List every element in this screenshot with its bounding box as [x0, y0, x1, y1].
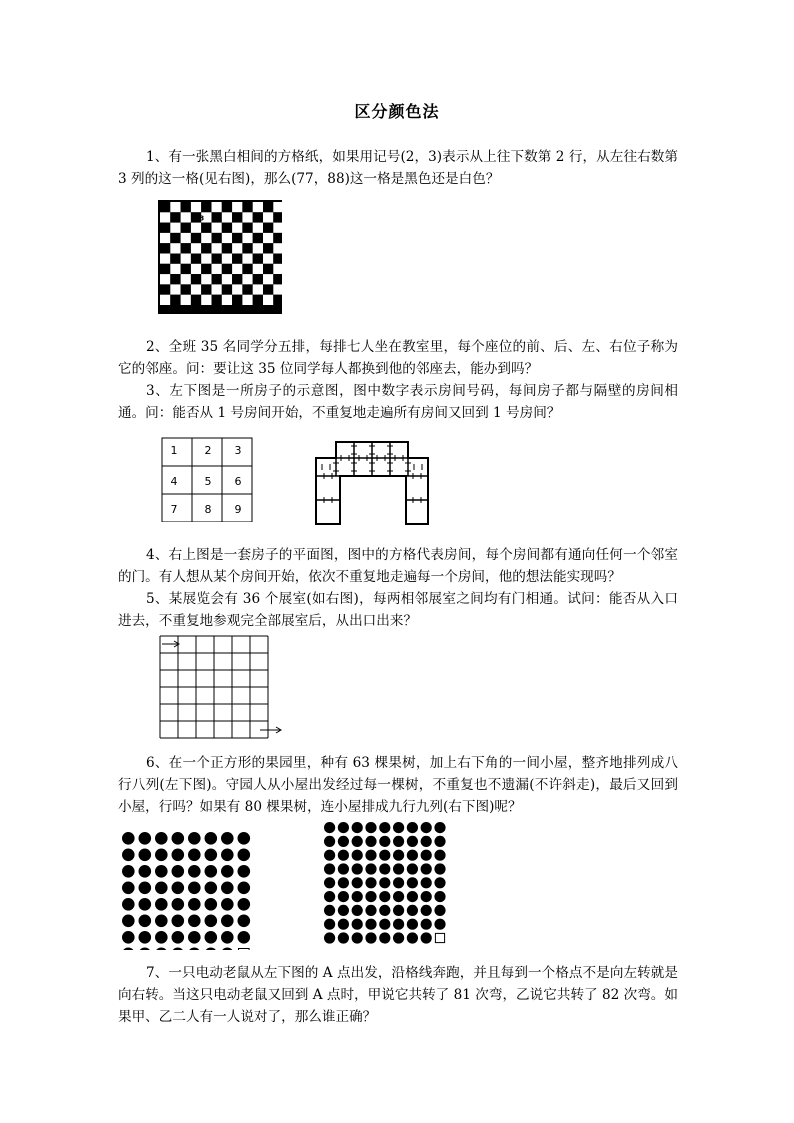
hut — [435, 933, 444, 942]
tree-dot — [338, 919, 349, 930]
board-cell — [263, 233, 273, 243]
tree-dot — [434, 905, 445, 916]
tree-dot — [155, 898, 168, 911]
board-cell — [212, 233, 222, 243]
tree-dot — [221, 882, 234, 895]
tree-dot — [205, 948, 218, 951]
tree-dot — [155, 931, 168, 944]
tree-dot — [205, 865, 218, 878]
board-cell — [222, 233, 232, 243]
tree-dot — [205, 898, 218, 911]
board-cell — [222, 243, 232, 253]
board-cell — [273, 254, 282, 264]
board-cell — [242, 202, 252, 212]
tree-dot — [172, 865, 185, 878]
tree-dot — [238, 865, 251, 878]
board-cell — [242, 233, 252, 243]
board-cell — [212, 212, 222, 222]
room-number: 6 — [234, 475, 242, 488]
tree-dot — [338, 836, 349, 847]
board-cell — [201, 223, 211, 233]
board-cell — [181, 264, 191, 274]
board-cell — [201, 264, 211, 274]
tree-dot — [434, 863, 445, 874]
board-cell — [191, 202, 201, 212]
problem-4: 4、右上图是一套房子的平面图，图中的方格代表房间，每个房间都有通向任何一个邻室的门。有人想从某个房间开始，依次不重复地走遍每一个房间，他的想法能实现吗？ — [118, 547, 678, 585]
board-cell — [253, 212, 263, 222]
board-cell — [181, 233, 191, 243]
tree-dot — [188, 915, 201, 928]
board-cell — [191, 243, 201, 253]
board-cell — [170, 295, 180, 305]
room-number: 4 — [170, 475, 178, 488]
board-cell — [170, 264, 180, 274]
tree-dot — [421, 863, 432, 874]
tree-dot — [324, 905, 335, 916]
tree-dot — [338, 891, 349, 902]
tree-dot — [393, 891, 404, 902]
board-cell — [242, 284, 252, 294]
board-cell — [212, 202, 222, 212]
board-cell — [253, 243, 263, 253]
tree-dot — [352, 836, 363, 847]
tree-dot — [379, 932, 390, 943]
board-cell — [212, 223, 222, 233]
tree-dot — [188, 898, 201, 911]
board-cell — [201, 202, 211, 212]
board-cell — [191, 274, 201, 284]
board-cell — [232, 264, 242, 274]
tree-dot — [379, 822, 390, 833]
tree-dot — [139, 882, 152, 895]
tree-dot — [365, 850, 376, 861]
tree-dot — [352, 932, 363, 943]
tree-dot — [205, 915, 218, 928]
board-cell — [160, 202, 170, 212]
board-cell — [201, 295, 211, 305]
tree-dot — [379, 877, 390, 888]
board-cell — [273, 243, 282, 253]
tree-dot — [393, 877, 404, 888]
board-cell — [160, 284, 170, 294]
tree-dot — [379, 850, 390, 861]
board-cell — [242, 274, 252, 284]
board-cell — [191, 284, 201, 294]
board-cell — [253, 295, 263, 305]
tree-dot — [188, 931, 201, 944]
board-cell — [181, 243, 191, 253]
tree-dot — [379, 836, 390, 847]
board-cell — [160, 254, 170, 264]
board-cell — [242, 212, 252, 222]
tree-dot — [338, 932, 349, 943]
tree-dot — [434, 891, 445, 902]
board-cell — [273, 264, 282, 274]
board-cell — [273, 212, 282, 222]
tree-dot — [221, 849, 234, 862]
board-cell — [222, 264, 232, 274]
board-cell — [160, 212, 170, 222]
orchard-9x9-figure — [322, 820, 450, 948]
tree-dot — [122, 898, 135, 911]
board-cell — [181, 212, 191, 222]
tree-dot — [352, 891, 363, 902]
tree-dot — [188, 882, 201, 895]
board-cell — [170, 243, 180, 253]
board-cell — [222, 212, 232, 222]
board-cell — [253, 233, 263, 243]
tree-dot — [139, 865, 152, 878]
tree-dot — [221, 898, 234, 911]
board-cell — [253, 202, 263, 212]
tree-dot — [324, 822, 335, 833]
board-cell — [191, 223, 201, 233]
tree-dot — [393, 863, 404, 874]
board-cell — [232, 233, 242, 243]
board-cell — [181, 254, 191, 264]
room-grid-figure — [160, 436, 254, 522]
tree-dot — [434, 836, 445, 847]
tree-dot — [365, 863, 376, 874]
room-number: 8 — [204, 503, 212, 516]
tree-dot — [352, 850, 363, 861]
room-number: 7 — [170, 503, 178, 516]
page-title: 区分颜色法 — [354, 102, 440, 121]
cell-label: 2,3 — [191, 214, 205, 223]
board-cell — [222, 295, 232, 305]
tree-dot — [172, 948, 185, 951]
tree-dot — [365, 932, 376, 943]
board-cell — [212, 243, 222, 253]
board-cell — [181, 284, 191, 294]
tree-dot — [324, 850, 335, 861]
tree-dot — [238, 898, 251, 911]
tree-dot — [365, 891, 376, 902]
tree-dot — [205, 849, 218, 862]
tree-dot — [324, 919, 335, 930]
tree-dot — [434, 850, 445, 861]
board-cell — [212, 274, 222, 284]
tree-dot — [393, 836, 404, 847]
tree-dot — [338, 863, 349, 874]
board-cell — [160, 274, 170, 284]
board-cell — [181, 223, 191, 233]
tree-dot — [407, 850, 418, 861]
room-number: 5 — [204, 475, 212, 488]
board-cell — [273, 274, 282, 284]
tree-dot — [379, 891, 390, 902]
orchard-8x8-figure — [120, 830, 260, 950]
board-cell — [273, 202, 282, 212]
tree-dot — [338, 905, 349, 916]
board-cell — [222, 254, 232, 264]
tree-dot — [221, 865, 234, 878]
tree-dot — [172, 882, 185, 895]
tree-dot — [139, 898, 152, 911]
room-number: 2 — [204, 444, 212, 457]
tree-dot — [238, 849, 251, 862]
tree-dot — [205, 832, 218, 845]
board-cell — [201, 284, 211, 294]
board-cell — [181, 202, 191, 212]
board-cell — [242, 223, 252, 233]
tree-dot — [421, 891, 432, 902]
board-cell — [212, 264, 222, 274]
tree-dot — [122, 915, 135, 928]
board-cell — [232, 202, 242, 212]
tree-dot — [122, 882, 135, 895]
tree-dot — [434, 877, 445, 888]
tree-dot — [379, 919, 390, 930]
board-cell — [253, 274, 263, 284]
tree-dot — [338, 822, 349, 833]
tree-dot — [352, 877, 363, 888]
board-cell — [242, 254, 252, 264]
board-cell — [232, 223, 242, 233]
tree-dot — [139, 948, 152, 951]
tree-dot — [172, 915, 185, 928]
tree-dot — [172, 931, 185, 944]
board-cell — [263, 243, 273, 253]
tree-dot — [172, 832, 185, 845]
tree-dot — [155, 882, 168, 895]
board-cell — [253, 284, 263, 294]
tree-dot — [379, 905, 390, 916]
problem-1: 1、有一张黑白相间的方格纸，如果用记号(2，3)表示从上往下数第 2 行，从左往右数第 3 列的这一格(见右图)，那么(77，88)这一格是黑色还是白色？ — [118, 149, 678, 187]
board-cell — [222, 284, 232, 294]
room-number: 9 — [234, 503, 242, 516]
tree-dot — [365, 877, 376, 888]
tree-dot — [407, 863, 418, 874]
tree-dot — [155, 915, 168, 928]
tree-dot — [421, 850, 432, 861]
board-cell — [181, 274, 191, 284]
tree-dot — [205, 931, 218, 944]
board-cell — [222, 202, 232, 212]
board-cell — [160, 243, 170, 253]
tree-dot — [155, 948, 168, 951]
tree-dot — [205, 882, 218, 895]
board-cell — [222, 223, 232, 233]
board-cell — [170, 284, 180, 294]
tree-dot — [393, 932, 404, 943]
tree-dot — [324, 932, 335, 943]
board-cell — [191, 295, 201, 305]
tree-dot — [324, 863, 335, 874]
board-cell — [263, 223, 273, 233]
tree-dot — [421, 877, 432, 888]
problem-7: 7、一只电动老鼠从左下图的 A 点出发，沿格线奔跑，并且每到一个格点不是向左转就是向右转。当这只电动老鼠又回到 A 点时，甲说它共转了 81 次弯，乙说它共转了 82 次弯。如果甲、乙二人有一人说对了，那么谁正确？ — [118, 965, 678, 1025]
board-cell — [201, 274, 211, 284]
board-cell — [263, 264, 273, 274]
board-cell — [242, 243, 252, 253]
board-cell — [170, 202, 180, 212]
board-cell — [201, 243, 211, 253]
tree-dot — [188, 948, 201, 951]
board-cell — [160, 264, 170, 274]
tree-dot — [122, 931, 135, 944]
tree-dot — [139, 849, 152, 862]
tree-dot — [393, 919, 404, 930]
board-cell — [212, 284, 222, 294]
board-cell — [242, 295, 252, 305]
board-cell — [273, 233, 282, 243]
tree-dot — [238, 832, 251, 845]
board-cell — [263, 274, 273, 284]
tree-dot — [221, 948, 234, 951]
problem-3: 3、左下图是一所房子的示意图，图中数字表示房间号码，每间房子都与隔壁的房间相通。问：能否从 1 号房间开始，不重复地走遍所有房间又回到 1 号房间？ — [118, 383, 678, 421]
board-cell — [191, 264, 201, 274]
tree-dot — [122, 832, 135, 845]
board-cell — [170, 223, 180, 233]
tree-dot — [122, 948, 135, 951]
board-cell — [170, 212, 180, 222]
tree-dot — [139, 931, 152, 944]
tree-dot — [365, 919, 376, 930]
board-cell — [170, 233, 180, 243]
board-cell — [273, 295, 282, 305]
tree-dot — [122, 865, 135, 878]
board-cell — [242, 264, 252, 274]
tree-dot — [379, 863, 390, 874]
tree-dot — [139, 832, 152, 845]
tree-dot — [324, 877, 335, 888]
tree-dot — [407, 877, 418, 888]
board-cell — [263, 254, 273, 264]
tree-dot — [172, 849, 185, 862]
tree-dot — [155, 849, 168, 862]
board-cell — [201, 233, 211, 243]
board-cell — [191, 254, 201, 264]
tree-dot — [421, 836, 432, 847]
tree-dot — [188, 865, 201, 878]
tree-dot — [407, 932, 418, 943]
tree-dot — [352, 919, 363, 930]
tree-dot — [407, 822, 418, 833]
checkerboard-figure — [158, 200, 282, 314]
problem-5: 5、某展览会有 36 个展室(如右图)，每两相邻展室之间均有门相通。试问：能否从入口进去，不重复地参观完全部展室后，从出口出来？ — [118, 591, 678, 629]
hut — [239, 949, 250, 951]
board-cell — [253, 223, 263, 233]
tree-dot — [221, 915, 234, 928]
tree-dot — [393, 822, 404, 833]
tree-dot — [221, 931, 234, 944]
board-cell — [273, 284, 282, 294]
tree-dot — [324, 836, 335, 847]
tree-dot — [421, 905, 432, 916]
board-cell — [191, 233, 201, 243]
tree-dot — [338, 850, 349, 861]
tree-dot — [393, 850, 404, 861]
tree-dot — [221, 832, 234, 845]
tree-dot — [365, 836, 376, 847]
floor-plan-figure — [310, 436, 434, 526]
board-cell — [263, 284, 273, 294]
tree-dot — [324, 891, 335, 902]
room-number: 3 — [234, 444, 242, 457]
tree-dot — [139, 915, 152, 928]
tree-dot — [421, 919, 432, 930]
tree-dot — [238, 931, 251, 944]
board-cell — [232, 284, 242, 294]
board-cell — [232, 254, 242, 264]
tree-dot — [365, 905, 376, 916]
board-cell — [232, 274, 242, 284]
board-cell — [263, 212, 273, 222]
tree-dot — [407, 919, 418, 930]
tree-dot — [155, 865, 168, 878]
tree-dot — [365, 822, 376, 833]
board-cell — [181, 295, 191, 305]
problem-2: 2、全班 35 名同学分五排，每排七人坐在教室里，每个座位的前、后、左、右位子称为它的邻座。问：要让这 35 位同学每人都换到他的邻座去，能办到吗？ — [118, 339, 678, 377]
board-cell — [160, 223, 170, 233]
exhibition-grid-figure — [158, 634, 282, 742]
board-cell — [232, 243, 242, 253]
board-cell — [273, 223, 282, 233]
room-number: 1 — [170, 444, 178, 457]
tree-dot — [407, 905, 418, 916]
board-cell — [232, 212, 242, 222]
tree-dot — [434, 919, 445, 930]
board-cell — [263, 202, 273, 212]
board-cell — [222, 274, 232, 284]
board-cell — [170, 274, 180, 284]
tree-dot — [421, 822, 432, 833]
tree-dot — [238, 915, 251, 928]
board-cell — [201, 254, 211, 264]
tree-dot — [172, 898, 185, 911]
tree-dot — [434, 822, 445, 833]
board-cell — [160, 295, 170, 305]
tree-dot — [188, 849, 201, 862]
board-cell — [263, 295, 273, 305]
tree-dot — [393, 905, 404, 916]
board-cell — [232, 295, 242, 305]
board-cell — [170, 254, 180, 264]
tree-dot — [352, 822, 363, 833]
tree-dot — [407, 891, 418, 902]
board-cell — [212, 254, 222, 264]
tree-dot — [421, 932, 432, 943]
board-cell — [212, 295, 222, 305]
board-cell — [253, 254, 263, 264]
board-cell — [160, 233, 170, 243]
tree-dot — [407, 836, 418, 847]
tree-dot — [155, 832, 168, 845]
tree-dot — [352, 863, 363, 874]
tree-dot — [338, 877, 349, 888]
tree-dot — [188, 832, 201, 845]
tree-dot — [122, 849, 135, 862]
tree-dot — [238, 882, 251, 895]
tree-dot — [352, 905, 363, 916]
problem-6: 6、在一个正方形的果园里，种有 63 棵果树，加上右下角的一间小屋，整齐地排列成八行八列(左下图)。守园人从小屋出发经过每一棵树，不重复也不遗漏(不许斜走)，最后又回到小屋，行吗？如果有 80 棵果树，连小屋排成九行九列(右下图)呢？ — [118, 755, 678, 815]
board-cell — [253, 264, 263, 274]
